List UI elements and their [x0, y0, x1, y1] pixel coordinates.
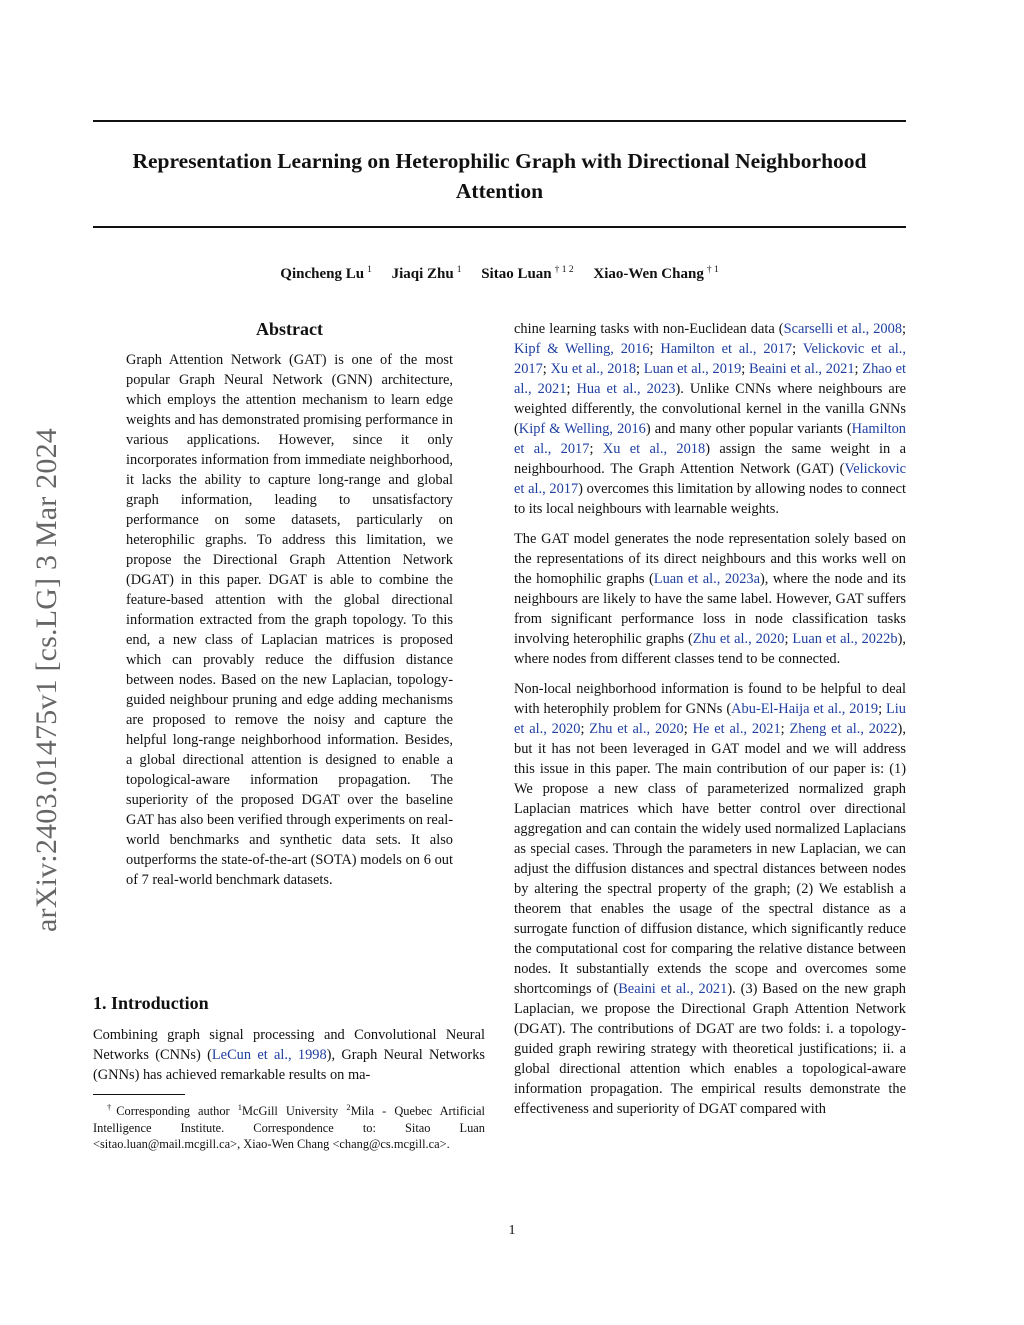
author	[280, 266, 372, 282]
introduction-heading: 1. Introduction	[93, 993, 209, 1013]
body-paragraph: chine learning tasks with non-Euclidean data (Scarselli et al., 2008; Kipf & Welling, 2016; Hamilton et al., 2017; Velickovic et al., 2017; Xu et al., 2018; Luan et al., 2019; Beaini et al., 2021; Zhao et al., 2021; Hua et al., 2023). Unlike CNNs where neighbours are weighted differently, the convolutional kernel in the vanilla GNNs (Kipf & Welling, 2016) and many other popular variants (Hamilton et al., 2017; Xu et al., 2018) assign the same weight in a neighbourhood. The Graph Attention Network (GAT) (Velickovic et al., 2017) overcomes this limitation by allowing nodes to connect to its local neighbours with learnable weights.	[514, 321, 907, 517]
citation-link[interactable]: Zhu et al., 2020	[589, 721, 684, 737]
citation-link[interactable]: Hua et al., 2023	[576, 381, 676, 397]
citation-link[interactable]: Beaini et al., 2021	[618, 981, 728, 997]
footnote-mark: †	[107, 1102, 117, 1112]
citation-link[interactable]: Kipf & Welling, 2016	[518, 421, 646, 437]
citation-link[interactable]: Scarselli et al., 2008	[783, 321, 903, 337]
author	[392, 266, 462, 282]
citation-link[interactable]: LeCun et al., 1998	[211, 1047, 327, 1063]
right-column	[514, 319, 906, 1129]
footnote-mark: 2	[346, 1102, 351, 1112]
text: ). Unlike CNNs where neighbours are weighted differently, the convolutional kernel in the vanilla GNNs (	[514, 381, 907, 437]
author	[593, 266, 718, 282]
citation-link[interactable]: Velickovic et al., 2017	[514, 341, 907, 377]
text: Mila - Quebec Artificial Intelligence Institute. Correspondence to: Sitao Luan <sitao.luan@mail.mcgill.ca>, Xiao-Wen Chang <chang@cs.mcgill.ca>.	[93, 1104, 485, 1151]
author-affiliation: † 1 2	[554, 265, 574, 275]
citation-link[interactable]: Hamilton et al., 2017	[514, 421, 906, 457]
text: ) and many other popular variants (	[645, 421, 852, 437]
text: Corresponding author	[116, 1104, 238, 1118]
citation-link[interactable]: Xu et al., 2018	[602, 441, 706, 457]
citation-link[interactable]: Beaini et al., 2021	[749, 361, 855, 377]
paper-title: Representation Learning on Heterophilic Graph with Directional Neighborhood Attention	[132, 149, 867, 203]
text: ) overcomes this limitation by allowing nodes to connect to its local neighbours with learnable weights.	[514, 481, 906, 517]
text: ), where nodes from different classes tend to be connected.	[514, 631, 906, 667]
text: The GAT model generates the node representation solely based on the representations of its direct neighbours and this works well on the homophilic graphs (	[514, 531, 906, 587]
author-affiliation: 1	[367, 265, 372, 275]
citation-link[interactable]: Kipf & Welling, 2016	[514, 341, 650, 357]
body-paragraph: Non-local neighborhood information is found to be helpful to deal with heterophily problem for GNNs (Abu-El-Haija et al., 2019; Liu et al., 2020; Zhu et al., 2020; He et al., 2021; Zheng et al., 2022), but it has not been leveraged in GAT model and we will address this issue in this paper. The main contribution of our paper is: (1) We propose a new class of parameterized normalized graph Laplacian matrices which have better control over directional aggregation and can contain the widely used normalized Laplacians as special cases. Through the parameters in new Laplacian, we can adjust the diffusion distances and spectral distances between nodes by altering the spectral property of the graph; (2) We establish a theorem that enables the usage of the spectral distance as a surrogate function of diffusion distance, which significantly reduce the computational cost for comparing the relative distance between nodes. It substantially extends the scope and overcomes some shortcomings of (Beaini et al., 2021). (3) Based on the new graph Laplacian, we propose the Directional Graph Attention Network (DGAT). The contributions of DGAT are two folds: i. a topology-guided graph rewiring strategy with theoretical justifications; ii. a global directional attention which enables a topological-aware information propagation. The empirical results demonstrate the effectiveness and superiority of DGAT compared with	[514, 681, 906, 1117]
text: Non-local neighborhood information is found to be helpful to deal with heterophily problem for GNNs (	[514, 681, 906, 717]
title-rule-bottom	[93, 226, 906, 228]
text: Combining graph signal processing and Convolutional Neural Networks (CNNs) (	[93, 1027, 485, 1063]
citation-link[interactable]: Luan et al., 2023a	[653, 571, 761, 587]
footnote-mark: 1	[237, 1102, 243, 1112]
author-name: Qincheng Lu	[280, 266, 365, 282]
abstract-text: Graph Attention Network (GAT) is one of the most popular Graph Neural Network (GNN) architecture, which employs the attention mechanism to learn edge weights and has demonstrated promising performance in various applications. However, since it only incorporates information from immediate neighborhood, it lacks the ability to capture long-range and global graph information, leading to unsatisfactory performance on some datasets, particularly on heterophilic graphs. To address this limitation, we propose the Directional Graph Attention Network (DGAT) in this paper. DGAT is able to combine the feature-based attention with the global directional information extracted from the graph topology. To this end, a new class of Laplacian matrices is proposed which can provably reduce the diffusion distance between nodes. Based on the new Laplacian, topology-guided neighbour pruning and edge adding mechanisms are proposed to remove the noisy and capture the helpful long-range neighborhood information. Besides, a global directional attention is designed to enable a topological-aware information propagation. The superiority of the proposed DGAT over the baseline GAT has also been verified through experiments on real-world benchmarks and synthetic data sets. It also outperforms the state-of-the-art (SOTA) models on 6 out of 7 real-world benchmark datasets.	[126, 352, 453, 888]
author-affiliation: 1	[456, 265, 462, 275]
text: ), Graph Neural Networks (GNNs) has achieved remarkable results on ma-	[93, 1047, 485, 1083]
footnote-rule	[93, 1094, 185, 1095]
footnote	[93, 1099, 485, 1153]
citation-link[interactable]: Luan et al., 2019	[643, 361, 742, 377]
citation-link[interactable]: Hamilton et al., 2017	[660, 341, 793, 357]
abstract-heading: Abstract	[256, 319, 323, 339]
citation-link[interactable]: Abu-El-Haija et al., 2019	[731, 701, 879, 717]
body-paragraph: The GAT model generates the node representation solely based on the representations of its direct neighbours and this works well on the homophilic graphs (Luan et al., 2023a), where the node and its neighbours are likely to have the same label. However, GAT suffers from significant performance loss in node classification tasks involving heterophilic graphs (Zhu et al., 2020; Luan et al., 2022b), where nodes from different classes tend to be connected.	[514, 531, 906, 667]
text: ) assign the same weight in a neighbourhood. The Graph Attention Network (GAT) (	[514, 441, 906, 477]
author-name: Xiao-Wen Chang	[593, 266, 704, 282]
author-name: Sitao Luan	[481, 266, 552, 282]
author	[481, 266, 573, 282]
title-rule-top	[93, 120, 906, 122]
text: ), where the node and its neighbours are likely to have the same label. However, GAT suffers from significant performance loss in node classification tasks involving heterophilic graphs (	[514, 571, 906, 647]
text: ). (3) Based on the new graph Laplacian, we propose the Directional Graph Attention Network (DGAT). The contributions of DGAT are two folds: i. a topology-guided graph rewiring strategy with theoretical justifications; ii. a global directional attention which enables a topological-aware information propagation. The empirical results demonstrate the effectiveness and superiority of DGAT compared with	[514, 981, 906, 1117]
text: chine learning tasks with non-Euclidean data (	[514, 321, 784, 337]
citation-link[interactable]: Zheng et al., 2022	[789, 721, 898, 737]
introduction-paragraph	[93, 1025, 485, 1085]
citation-link[interactable]: Zhao et al., 2021	[514, 361, 906, 397]
citation-link[interactable]: Velickovic et al., 2017	[514, 461, 906, 497]
author-affiliation: † 1	[706, 265, 719, 275]
citation-link[interactable]: Liu et al., 2020	[514, 701, 906, 737]
citation-link[interactable]: Xu et al., 2018	[550, 361, 637, 377]
text: McGill University	[242, 1104, 347, 1118]
text: ), but it has not been leveraged in GAT model and we will address this issue in this paper. The main contribution of our paper is: (1) We propose a new class of parameterized normalized graph Laplacian matrices which have better control over directional aggregation and can contain the widely used normalized Laplacians as special cases. Through the parameters in new Laplacian, we can adjust the diffusion distances and spectral distances between nodes by altering the spectral property of the graph; (2) We establish a theorem that enables the usage of the spectral distance as a surrogate function of diffusion distance, which significantly reduce the computational cost for comparing the relative distance between nodes. It substantially extends the scope and overcomes some shortcomings of (	[514, 721, 906, 997]
page-number: 1	[508, 1223, 516, 1238]
citation-link[interactable]: Zhu et al., 2020	[692, 631, 785, 647]
author-name: Jiaqi Zhu	[391, 266, 454, 282]
author-list	[93, 260, 906, 284]
arxiv-identifier: arXiv:2403.01475v1 [cs.LG] 3 Mar 2024	[30, 428, 63, 932]
citation-link[interactable]: He et al., 2021	[692, 721, 781, 737]
citation-link[interactable]: Luan et al., 2022b	[792, 631, 898, 647]
